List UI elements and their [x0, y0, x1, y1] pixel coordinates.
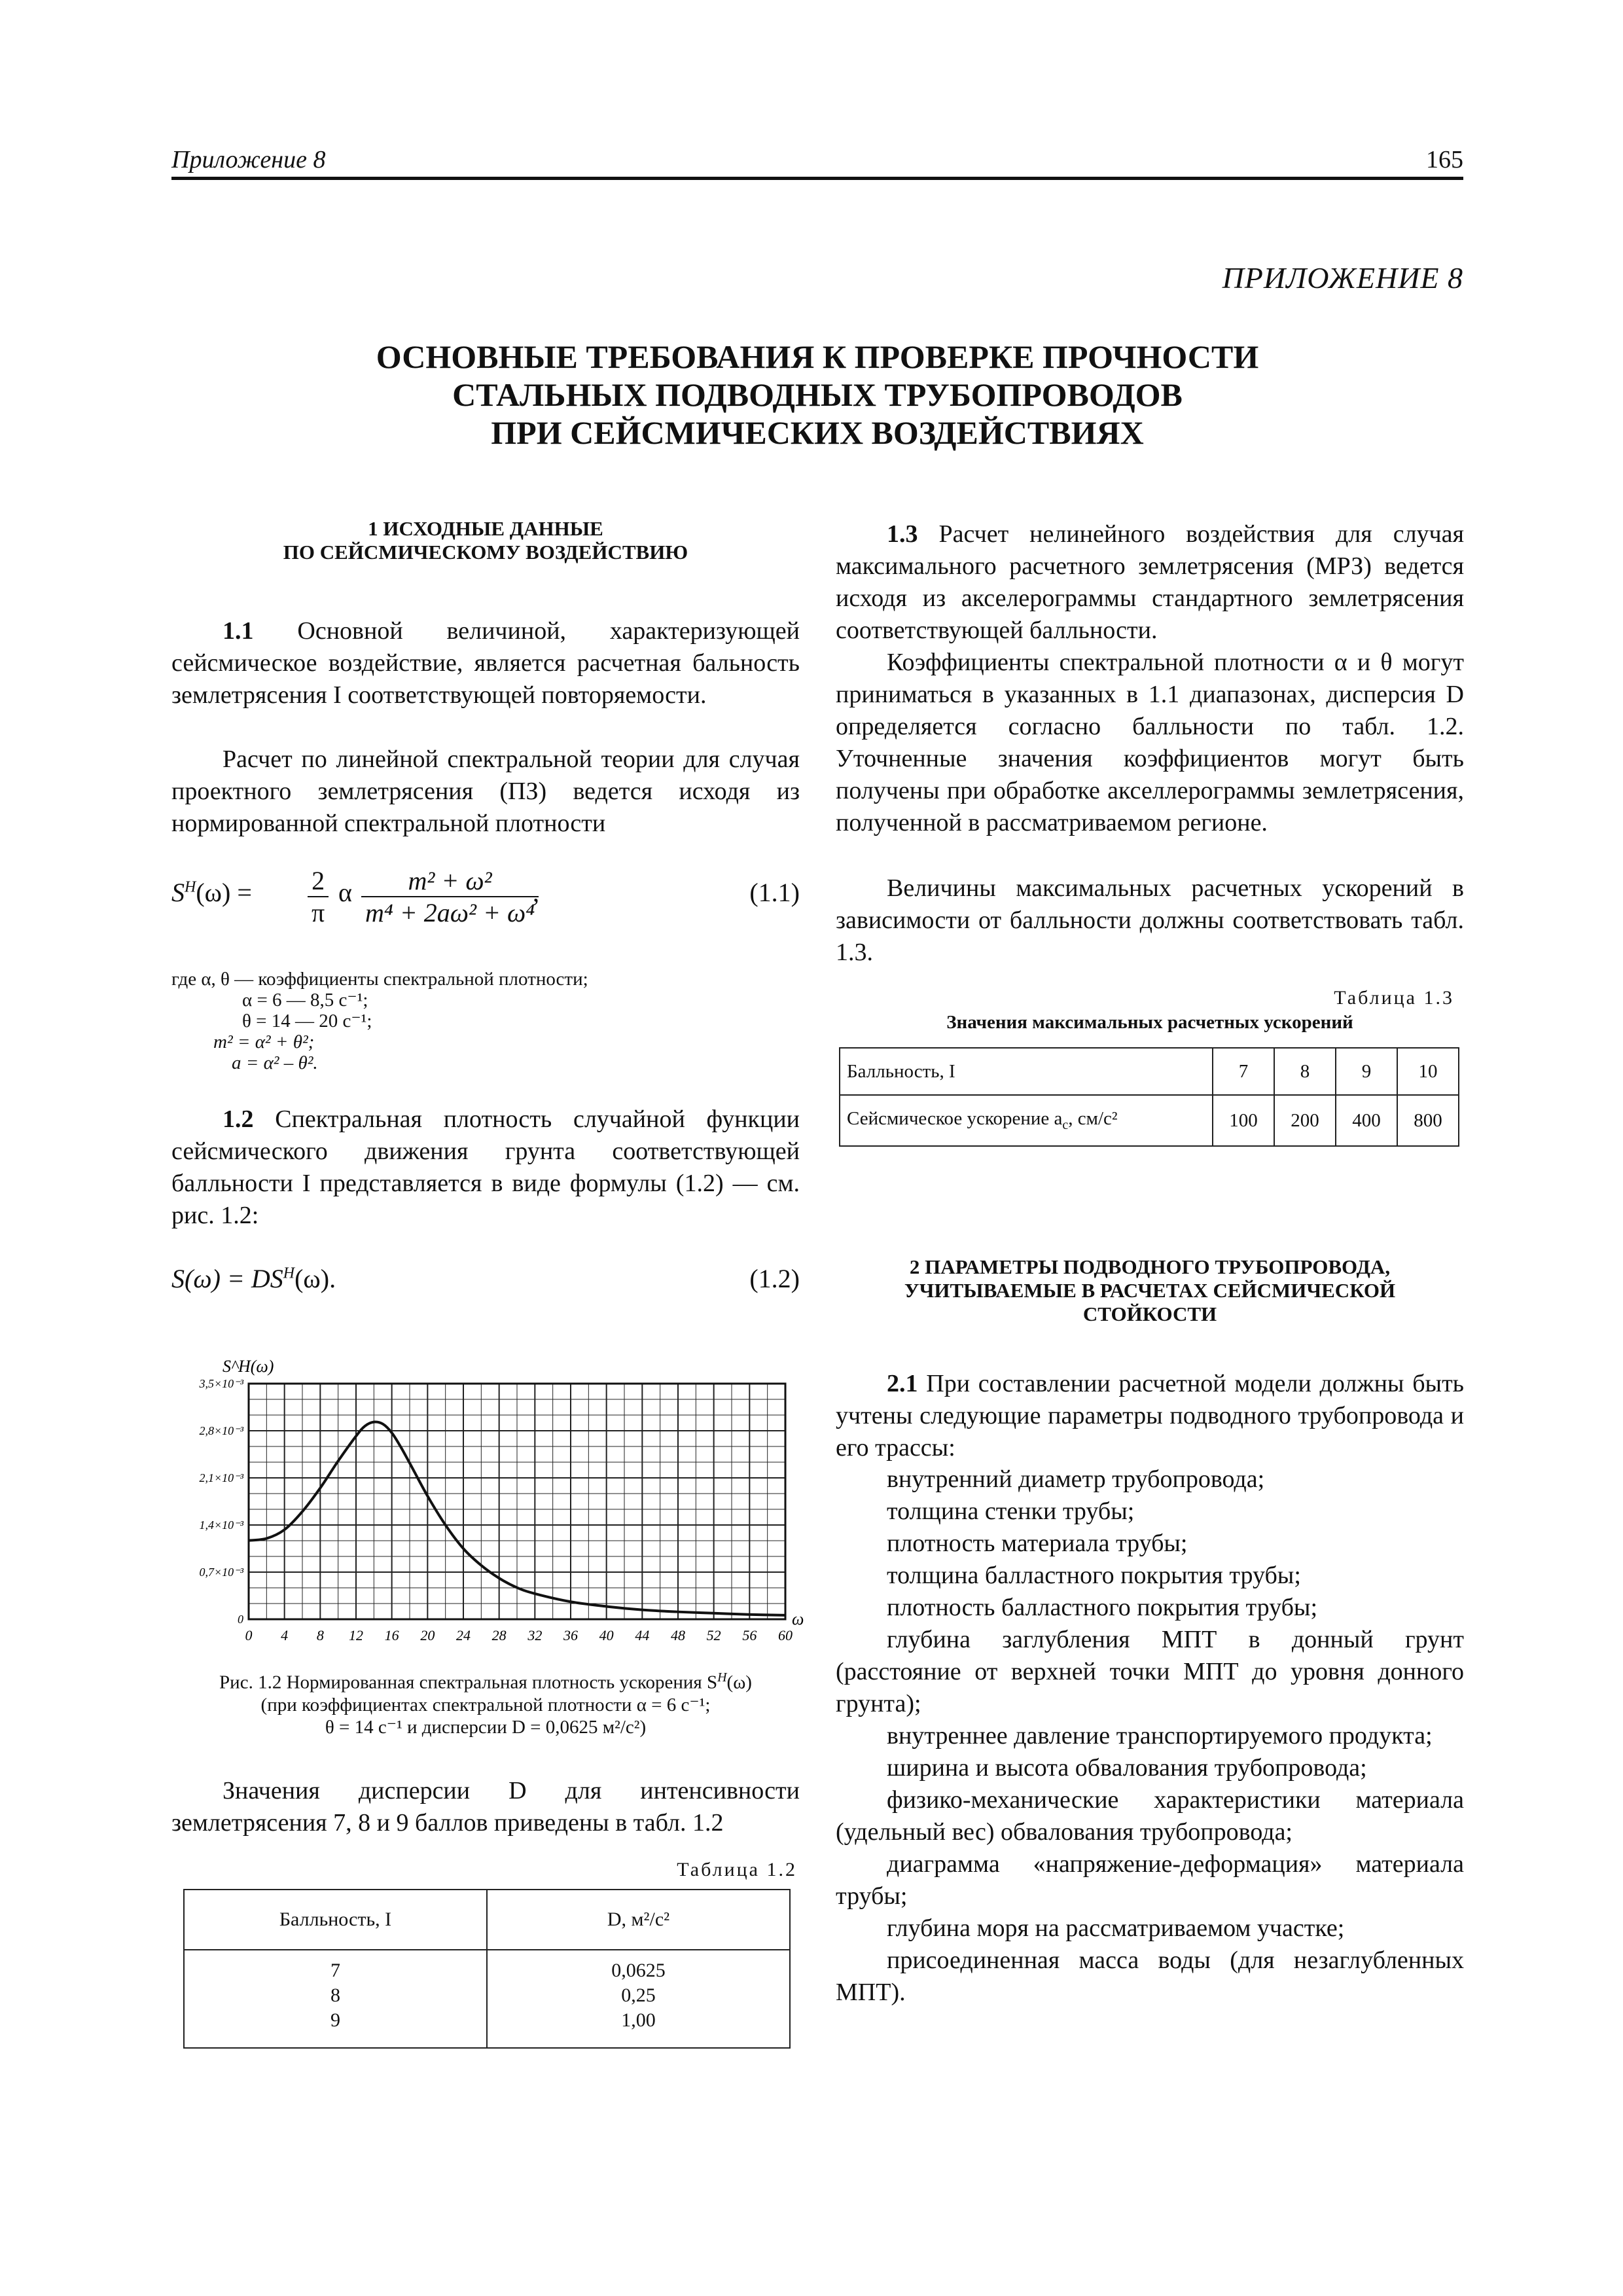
- x-tick-label: 28: [491, 1627, 507, 1643]
- section-heading-line: 2 ПАРАМЕТРЫ ПОДВОДНОГО ТРУБОПРОВОДА,: [909, 1255, 1391, 1278]
- legend-line: α = 6 — 8,5 с⁻¹;: [242, 990, 368, 1011]
- fraction-numerator: 2: [308, 865, 329, 897]
- paragraph-coefficients: [836, 647, 1464, 839]
- formula-1-1: [171, 865, 800, 927]
- list-item: внутреннее давление транспортируемого продукта;: [887, 1722, 1433, 1749]
- list-item: глубина заглубления МПТ в донный грунт (расстояние от верхней точки МПТ до уровня донного грунта);: [836, 1626, 1464, 1717]
- section1-heading: [171, 517, 800, 564]
- table-cell: 7: [184, 1950, 487, 1982]
- y-tick-label: 3,5×10⁻³: [199, 1377, 243, 1390]
- paragraph-text: Расчет по линейной спектральной теории для случая проектного землетрясения (ПЗ) ведется исходя из нормированной спектральной плотности: [171, 745, 800, 837]
- section-heading-line: СТОЙКОСТИ: [1082, 1302, 1217, 1325]
- paragraph-text: Коэффициенты спектральной плотности α и θ могут приниматься в указанных в 1.1 диапазонах, дисперсия D определяется согласно балльности по табл. 1.2. Уточненные значения коэффициентов могут быть получены при обработке акселлерограммы землетрясения, полученной в рассматриваемом регионе.: [836, 649, 1464, 836]
- x-tick-label: 24: [456, 1627, 471, 1643]
- paragraph-1-1: [171, 615, 800, 711]
- y-tick-label: 0,7×10⁻³: [199, 1566, 243, 1579]
- x-tick-label: 20: [420, 1627, 435, 1643]
- list-item: диаграмма «напряжение-деформация» материала трубы;: [836, 1850, 1464, 1910]
- x-tick-label: 44: [635, 1627, 650, 1643]
- paragraph-text: Значения дисперсии D для интенсивности землетрясения 7, 8 и 9 баллов приведены в табл. 1.2: [171, 1777, 800, 1837]
- formula-number: (1.2): [749, 1264, 800, 1293]
- formula-tail: ,: [533, 878, 539, 907]
- formula-lhs: S: [171, 878, 185, 907]
- table-cell: 8: [1274, 1048, 1336, 1095]
- list-item: присоединенная масса воды (для незаглубленных МПТ).: [836, 1946, 1464, 2006]
- legend-line: m² = α² + θ²;: [213, 1031, 315, 1052]
- row-label-unit: , см/с²: [1068, 1108, 1118, 1130]
- table-cell: 1,00: [487, 2009, 790, 2048]
- table-cell: 0,0625: [487, 1950, 790, 1982]
- y-tick-label: 2,8×10⁻³: [199, 1424, 243, 1437]
- legend-line: a = α² – θ².: [232, 1052, 318, 1073]
- list-item: толщина стенки трубы;: [887, 1498, 1135, 1525]
- paragraph-1-3: [836, 518, 1464, 647]
- table-1-2-caption: Таблица 1.2: [677, 1859, 797, 1880]
- row-label-text: Сейсмическое ускорение a: [847, 1108, 1063, 1130]
- table-cell: 0,25: [487, 1982, 790, 2009]
- formula-arg: (ω) =: [196, 878, 252, 907]
- x-tick-label: 32: [527, 1627, 543, 1643]
- paragraph-1-2: [171, 1103, 800, 1232]
- x-tick-label: 48: [671, 1627, 685, 1643]
- x-tick-label: 60: [778, 1627, 793, 1643]
- table-cell: 200: [1274, 1095, 1336, 1146]
- paragraph-1-1b: [171, 744, 800, 840]
- x-tick-label: 36: [563, 1627, 578, 1643]
- formula-fraction: [361, 865, 539, 928]
- paragraph-text: Основной величиной, характеризующей сейсмическое воздействие, является расчетная бальность землетрясения I соответствующей повторяемости.: [171, 617, 800, 709]
- title-line: СТАЛЬНЫХ ПОДВОДНЫХ ТРУБОПРОВОДОВ: [452, 376, 1183, 413]
- formula-alpha: α: [338, 878, 352, 907]
- paragraph-2-1: [836, 1368, 1464, 1464]
- table-row-label: [840, 1095, 1213, 1146]
- table-1-2: [183, 1889, 791, 2049]
- paragraph-text: Величины максимальных расчетных ускорений в зависимости от балльности должны соответствовать табл. 1.3.: [836, 874, 1464, 966]
- y-tick-label: 1,4×10⁻³: [199, 1518, 243, 1532]
- appendix-label: ПРИЛОЖЕНИЕ 8: [1222, 261, 1463, 295]
- clause-number: 1.2: [223, 1105, 254, 1133]
- y-axis-label: S^H(ω): [223, 1357, 274, 1376]
- running-header-title: Приложение 8: [171, 146, 326, 173]
- x-tick-label: 56: [742, 1627, 757, 1643]
- legend-line: θ = 14 — 20 с⁻¹;: [242, 1011, 372, 1031]
- clause-number: 1.1: [223, 617, 254, 645]
- figure-caption: [171, 1666, 800, 1738]
- table-cell: 9: [184, 2009, 487, 2048]
- fraction-numerator: m² + ω²: [361, 865, 539, 897]
- x-tick-label: 16: [384, 1627, 399, 1643]
- table-cell: 9: [1336, 1048, 1397, 1095]
- legend-line: где α, θ — коэффициенты спектральной плотности;: [171, 969, 588, 990]
- list-item: ширина и высота обвалования трубопровода;: [887, 1754, 1367, 1782]
- caption-line: (при коэффициентах спектральной плотности α = 6 с⁻¹;: [260, 1694, 711, 1715]
- y-tick-label: 0: [238, 1613, 243, 1626]
- caption-line: θ = 14 с⁻¹ и дисперсии D = 0,0625 м²/с²): [325, 1716, 647, 1738]
- formula-sup: H: [283, 1265, 295, 1282]
- list-item: толщина балластного покрытия трубы;: [887, 1562, 1301, 1589]
- caption-tail: (ω): [726, 1672, 752, 1693]
- list-item: плотность материала трубы;: [887, 1530, 1188, 1557]
- caption-line: Рис. 1.2 Нормированная спектральная плотность ускорения S: [219, 1672, 718, 1693]
- table-1-3-caption: Таблица 1.3: [1334, 987, 1454, 1009]
- list-item: глубина моря на рассматриваемом участке;: [887, 1914, 1345, 1942]
- table-cell: 400: [1336, 1095, 1397, 1146]
- formula-sup: H: [185, 878, 196, 896]
- section2-heading: [836, 1255, 1464, 1326]
- header-rule: [171, 177, 1463, 180]
- table-row-label: Балльность, I: [840, 1048, 1213, 1095]
- section-heading-line: УЧИТЫВАЕМЫЕ В РАСЧЕТАХ СЕЙСМИЧЕСКОЙ: [904, 1279, 1396, 1302]
- x-tick-label: 52: [706, 1627, 721, 1643]
- list-item: физико-механические характеристики материала (удельный вес) обвалования трубопровода;: [836, 1786, 1464, 1846]
- paragraph-text: Спектральная плотность случайной функции сейсмического движения грунта соответствующей балльности I представляется в виде формулы (1.2) — см. рис. 1.2:: [171, 1105, 800, 1229]
- paragraph-text: При составлении расчетной модели должны быть учтены следующие параметры подводного трубопровода и его трассы:: [836, 1370, 1465, 1462]
- formula-fraction: [308, 865, 329, 928]
- page-title: [171, 338, 1463, 452]
- x-tick-label: 12: [349, 1627, 363, 1643]
- table-1-3-title: Значения максимальных расчетных ускорений: [946, 1012, 1353, 1033]
- x-axis-label: ω: [792, 1609, 804, 1628]
- section-heading-line: ПО СЕЙСМИЧЕСКОМУ ВОЗДЕЙСТВИЮ: [283, 541, 688, 564]
- x-tick-label: 4: [281, 1627, 289, 1643]
- formula-text: S(ω) = DS: [171, 1264, 283, 1293]
- clause-number: 1.3: [887, 520, 918, 548]
- table-header: D, м²/с²: [487, 1890, 790, 1950]
- formula-number: (1.1): [749, 878, 800, 907]
- table-cell: 10: [1397, 1048, 1459, 1095]
- formula-1-2: [171, 1263, 800, 1294]
- row-label-sub: c: [1062, 1117, 1069, 1132]
- table-cell: 8: [184, 1982, 487, 2009]
- formula-legend: [171, 969, 800, 1073]
- paragraph-dispersion: [171, 1775, 800, 1839]
- table-cell: 100: [1213, 1095, 1274, 1146]
- formula-tail: (ω).: [294, 1264, 336, 1293]
- title-line: ОСНОВНЫЕ ТРЕБОВАНИЯ К ПРОВЕРКЕ ПРОЧНОСТИ: [376, 338, 1259, 375]
- paragraph-accelerations: [836, 872, 1464, 969]
- table-cell: 7: [1213, 1048, 1274, 1095]
- x-tick-label: 0: [245, 1627, 253, 1643]
- parameter-list: [836, 1463, 1464, 2009]
- caption-sup: H: [717, 1670, 727, 1685]
- table-header: Балльность, I: [184, 1890, 487, 1950]
- y-tick-label: 2,1×10⁻³: [199, 1471, 243, 1484]
- table-cell: 800: [1397, 1095, 1459, 1146]
- table-1-3: [839, 1047, 1459, 1147]
- fraction-denominator: m⁴ + 2aω² + ω⁴: [365, 898, 535, 927]
- fraction-denominator: π: [312, 898, 325, 927]
- list-item: внутренний диаметр трубопровода;: [887, 1465, 1265, 1493]
- paragraph-text: Расчет нелинейного воздействия для случая максимального расчетного землетрясения (МРЗ) ведется исходя из акселерограммы стандартного землетрясения соответствующей балльности.: [836, 520, 1464, 644]
- clause-number: 2.1: [887, 1370, 918, 1397]
- spectral-density-chart: [171, 1342, 804, 1649]
- list-item: плотность балластного покрытия трубы;: [887, 1594, 1318, 1621]
- x-tick-label: 8: [316, 1627, 324, 1643]
- x-tick-label: 40: [599, 1627, 614, 1643]
- page-number: 165: [1426, 146, 1463, 173]
- title-line: ПРИ СЕЙСМИЧЕСКИХ ВОЗДЕЙСТВИЯХ: [491, 414, 1144, 451]
- section-heading-line: 1 ИСХОДНЫЕ ДАННЫЕ: [368, 517, 603, 540]
